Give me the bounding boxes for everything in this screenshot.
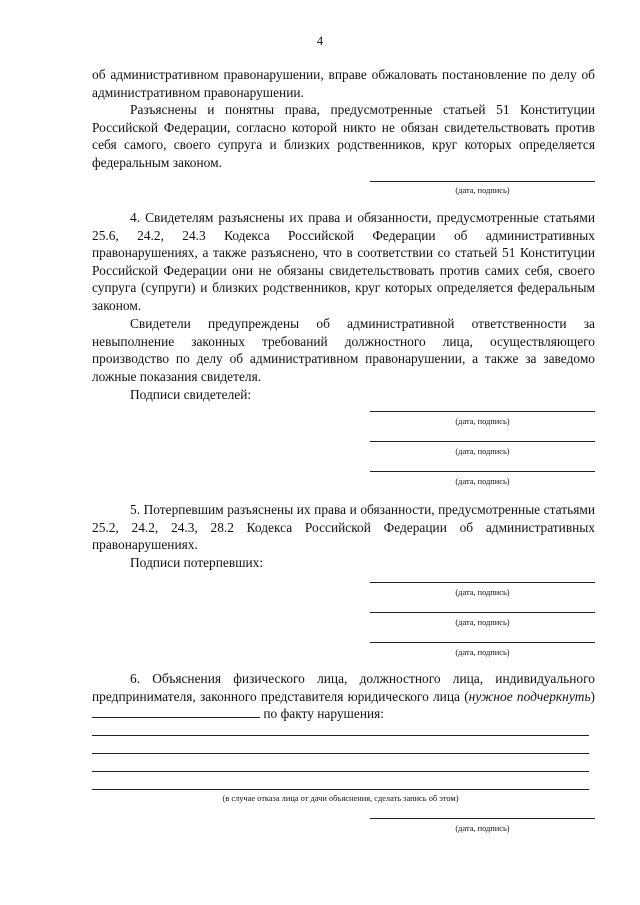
witness-signature-line-3 <box>370 471 595 472</box>
explanations-text-mid: ) <box>590 688 596 704</box>
witness-signature-line-1 <box>370 411 595 412</box>
explanation-line-3[interactable] <box>92 771 589 772</box>
victim-signatures-label: Подписи потерпевших: <box>130 555 264 570</box>
signature-caption: (дата, подпись) <box>455 186 510 195</box>
explanation-line-2[interactable] <box>92 753 589 754</box>
witness-signatures-label: Подписи свидетелей: <box>130 387 252 402</box>
inline-blank-field[interactable] <box>92 706 260 718</box>
signature-caption: (дата, подпись) <box>455 477 510 486</box>
signature-caption: (дата, подпись) <box>455 618 510 627</box>
explanations-italic-note: нужное подчеркнуть <box>468 688 591 704</box>
explanation-line-1[interactable] <box>92 735 589 736</box>
signature-caption: (дата, подпись) <box>455 417 510 426</box>
victim-signature-line-2 <box>370 612 595 613</box>
victim-signature-line-1 <box>370 582 595 583</box>
paragraph-constitution-rights: Разъяснены и понятны права, предусмотренные статьей 51 Конституции Российской Федерации, согласно которой никто не обязан свидетельствовать против себя самого, своего супруга и близких родственников, круг которых определяется федеральным законом. <box>92 102 595 170</box>
paragraph-appeal-right: об административном правонарушении, вправе обжаловать постановление по делу об административном правонарушении. <box>92 67 595 100</box>
explanations-text-end: по факту нарушения: <box>263 706 385 722</box>
witness-signature-line-2 <box>370 441 595 442</box>
signature-caption: (дата, подпись) <box>455 824 510 833</box>
paragraph-witness-rights: 4. Свидетелям разъяснены их права и обязанности, предусмотренные статьями 25.6, 24.2, 24.3 Кодекса Российской Федерации об административных правонарушениях, а также разъяснено, что в соответствии со статьей 51 Конституции Российской Федерации они не обязаны свидетельствовать против самих себя, своего супруга (супруги) и близких родственников, круг которых определяется федеральным законом. <box>92 210 595 313</box>
explanation-line-4[interactable] <box>92 789 589 790</box>
paragraph-explanations <box>92 670 595 723</box>
paragraph-witness-liability: Свидетели предупреждены об административной ответственности за невыполнение законных требований должностного лица, осуществляющего производство по делу об административном правонарушении, а также за заведомо ложные показания свидетеля. <box>92 316 595 384</box>
explanation-signature-line <box>370 818 595 819</box>
signature-caption: (дата, подпись) <box>455 588 510 597</box>
explanations-text-start: 6. Объяснения физического лица, должностного лица, индивидуального предпринимателя, законного представителя юридического лица ( <box>92 671 595 704</box>
signature-caption: (дата, подпись) <box>455 447 510 456</box>
signature-caption: (дата, подпись) <box>455 648 510 657</box>
signature-line <box>370 181 595 182</box>
paragraph-victim-rights: 5. Потерпевшим разъяснены их права и обязанности, предусмотренные статьями 25.2, 24.2, 24.3, 28.2 Кодекса Российской Федерации об административных правонарушениях. <box>92 502 595 553</box>
page-number: 4 <box>316 34 324 48</box>
victim-signature-line-3 <box>370 642 595 643</box>
refusal-note: (в случае отказа лица от дачи объяснения, сделать запись об этом) <box>222 794 459 803</box>
